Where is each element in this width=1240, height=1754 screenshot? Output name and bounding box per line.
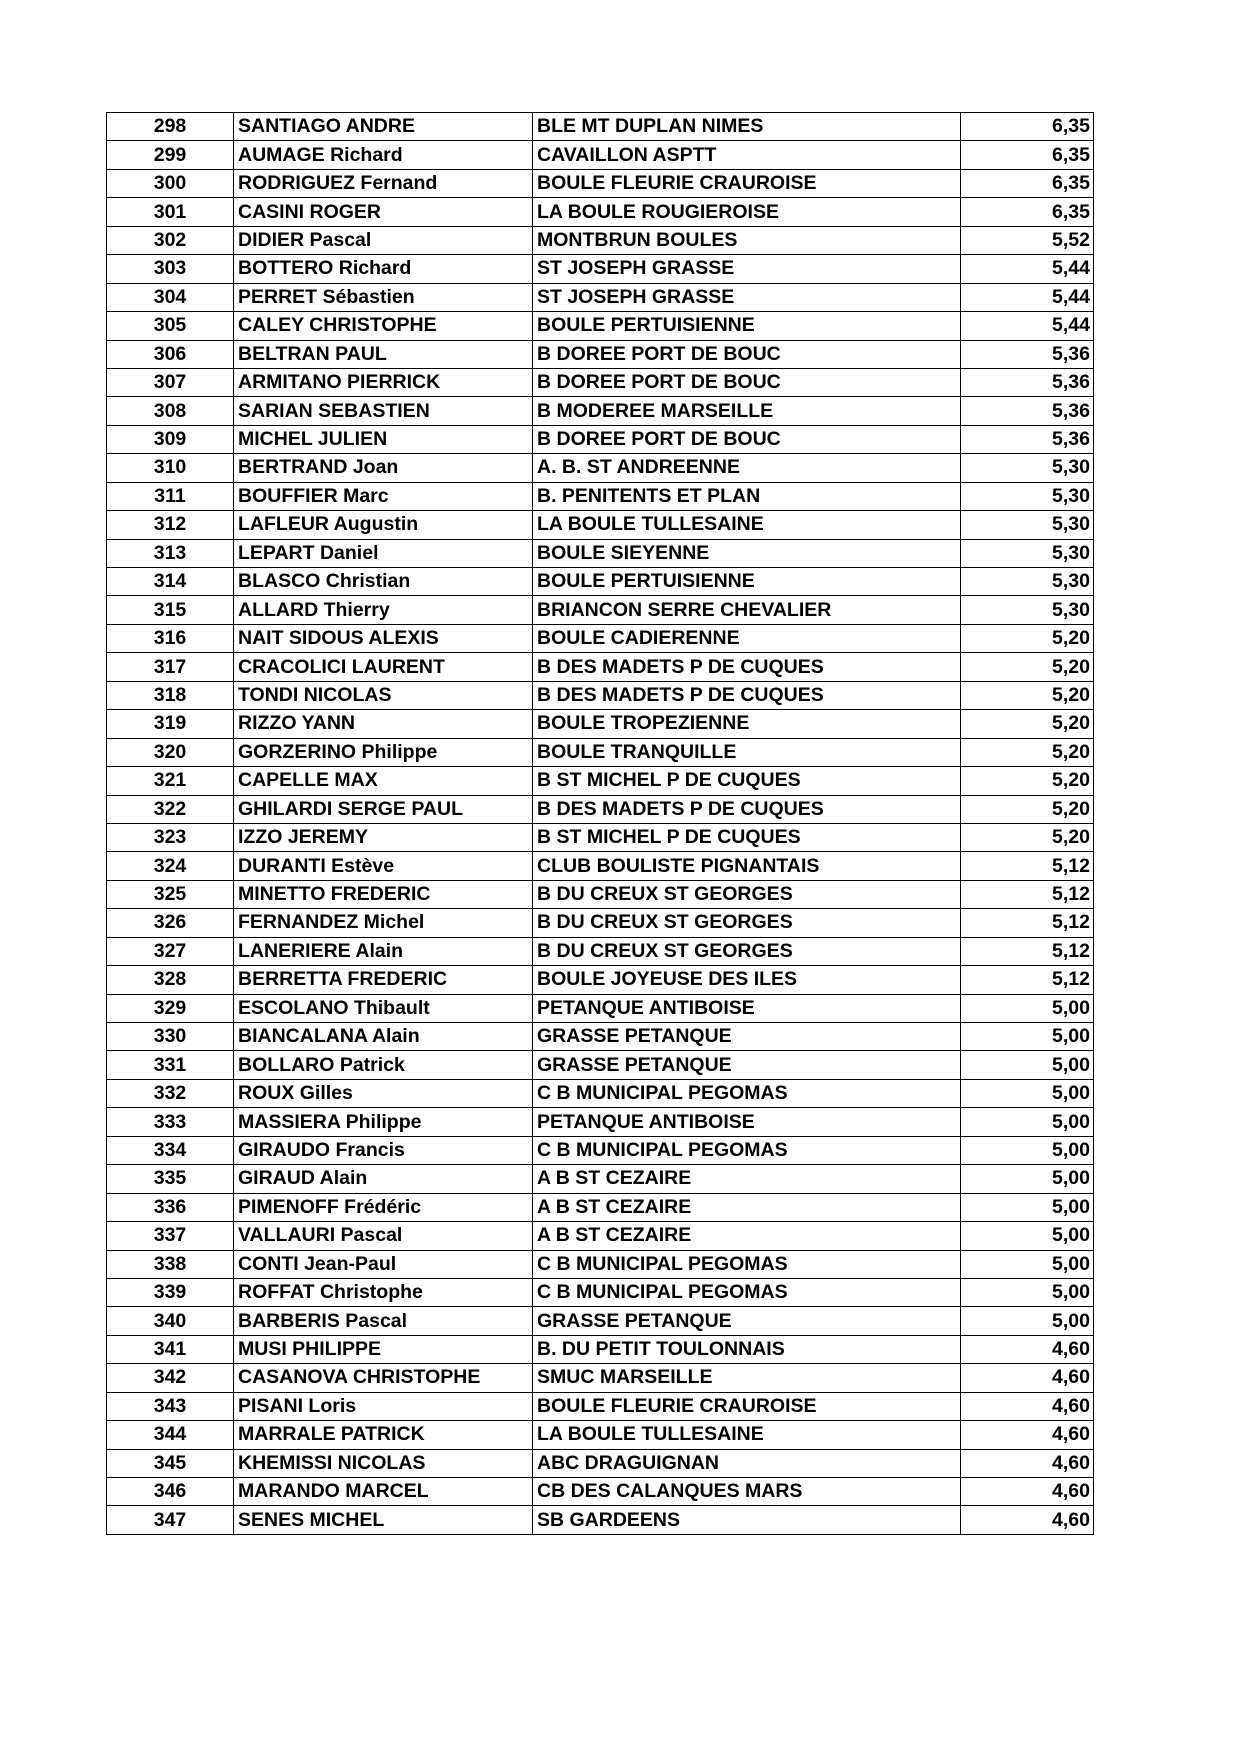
points-cell: 5,20: [961, 738, 1094, 766]
rank-cell: 314: [107, 568, 234, 596]
table-row: [107, 966, 1094, 994]
table-row: [107, 1079, 1094, 1107]
rank-cell: 346: [107, 1478, 234, 1506]
table-row: [107, 283, 1094, 311]
rank-cell: 331: [107, 1051, 234, 1079]
points-cell: 5,36: [961, 425, 1094, 453]
table-row: [107, 539, 1094, 567]
club-cell: B. DU PETIT TOULONNAIS: [533, 1335, 961, 1363]
table-row: [107, 823, 1094, 851]
points-cell: 5,30: [961, 482, 1094, 510]
club-cell: B ST MICHEL P DE CUQUES: [533, 767, 961, 795]
table-row: [107, 937, 1094, 965]
points-cell: 4,60: [961, 1392, 1094, 1420]
player-name-cell: MARRALE PATRICK: [234, 1421, 533, 1449]
rank-cell: 304: [107, 283, 234, 311]
rank-cell: 341: [107, 1335, 234, 1363]
player-name-cell: ALLARD Thierry: [234, 596, 533, 624]
points-cell: 5,30: [961, 568, 1094, 596]
points-cell: 5,44: [961, 283, 1094, 311]
table-row: [107, 1449, 1094, 1477]
points-cell: 5,44: [961, 312, 1094, 340]
table-row: [107, 710, 1094, 738]
club-cell: CAVAILLON ASPTT: [533, 141, 961, 169]
player-name-cell: GIRAUD Alain: [234, 1165, 533, 1193]
club-cell: B DES MADETS P DE CUQUES: [533, 681, 961, 709]
points-cell: 5,12: [961, 966, 1094, 994]
club-cell: A. B. ST ANDREENNE: [533, 454, 961, 482]
table-row: [107, 1108, 1094, 1136]
points-cell: 5,36: [961, 340, 1094, 368]
player-name-cell: BOTTERO Richard: [234, 255, 533, 283]
points-cell: 5,30: [961, 454, 1094, 482]
club-cell: C B MUNICIPAL PEGOMAS: [533, 1136, 961, 1164]
player-name-cell: ESCOLANO Thibault: [234, 994, 533, 1022]
table-row: [107, 198, 1094, 226]
points-cell: 5,20: [961, 681, 1094, 709]
player-name-cell: BELTRAN PAUL: [234, 340, 533, 368]
points-cell: 5,00: [961, 1108, 1094, 1136]
club-cell: C B MUNICIPAL PEGOMAS: [533, 1079, 961, 1107]
rank-cell: 339: [107, 1278, 234, 1306]
table-row: [107, 624, 1094, 652]
club-cell: B DOREE PORT DE BOUC: [533, 425, 961, 453]
club-cell: SMUC MARSEILLE: [533, 1364, 961, 1392]
rank-cell: 329: [107, 994, 234, 1022]
rank-cell: 323: [107, 823, 234, 851]
table-row: [107, 852, 1094, 880]
points-cell: 5,00: [961, 1278, 1094, 1306]
rank-cell: 299: [107, 141, 234, 169]
club-cell: ST JOSEPH GRASSE: [533, 255, 961, 283]
points-cell: 4,60: [961, 1506, 1094, 1534]
table-row: [107, 226, 1094, 254]
club-cell: B ST MICHEL P DE CUQUES: [533, 823, 961, 851]
club-cell: BOULE CADIERENNE: [533, 624, 961, 652]
player-name-cell: MUSI PHILIPPE: [234, 1335, 533, 1363]
points-cell: 5,00: [961, 1250, 1094, 1278]
club-cell: C B MUNICIPAL PEGOMAS: [533, 1250, 961, 1278]
table-row: [107, 1307, 1094, 1335]
club-cell: B DES MADETS P DE CUQUES: [533, 653, 961, 681]
table-row: [107, 482, 1094, 510]
club-cell: BOULE SIEYENNE: [533, 539, 961, 567]
table-row: [107, 1165, 1094, 1193]
player-name-cell: PIMENOFF Frédéric: [234, 1193, 533, 1221]
player-name-cell: IZZO JEREMY: [234, 823, 533, 851]
player-name-cell: RODRIGUEZ Fernand: [234, 169, 533, 197]
rank-cell: 321: [107, 767, 234, 795]
club-cell: PETANQUE ANTIBOISE: [533, 994, 961, 1022]
rank-cell: 344: [107, 1421, 234, 1449]
table-row: [107, 454, 1094, 482]
club-cell: BOULE FLEURIE CRAUROISE: [533, 169, 961, 197]
rank-cell: 298: [107, 113, 234, 141]
table-row: [107, 568, 1094, 596]
table-row: [107, 1136, 1094, 1164]
points-cell: 4,60: [961, 1335, 1094, 1363]
rank-cell: 320: [107, 738, 234, 766]
club-cell: B DES MADETS P DE CUQUES: [533, 795, 961, 823]
club-cell: MONTBRUN BOULES: [533, 226, 961, 254]
points-cell: 5,20: [961, 823, 1094, 851]
points-cell: 5,12: [961, 880, 1094, 908]
rank-cell: 325: [107, 880, 234, 908]
table-row: [107, 340, 1094, 368]
rank-cell: 318: [107, 681, 234, 709]
rank-cell: 310: [107, 454, 234, 482]
player-name-cell: ARMITANO PIERRICK: [234, 368, 533, 396]
club-cell: B DU CREUX ST GEORGES: [533, 880, 961, 908]
club-cell: LA BOULE ROUGIEROISE: [533, 198, 961, 226]
points-cell: 5,20: [961, 795, 1094, 823]
table-row: [107, 596, 1094, 624]
rank-cell: 302: [107, 226, 234, 254]
club-cell: BRIANCON SERRE CHEVALIER: [533, 596, 961, 624]
club-cell: BOULE TRANQUILLE: [533, 738, 961, 766]
table-row: [107, 255, 1094, 283]
table-row: [107, 767, 1094, 795]
rank-cell: 301: [107, 198, 234, 226]
table-row: [107, 909, 1094, 937]
rank-cell: 338: [107, 1250, 234, 1278]
points-cell: 5,20: [961, 624, 1094, 652]
rank-cell: 322: [107, 795, 234, 823]
table-row: [107, 511, 1094, 539]
player-name-cell: ROUX Gilles: [234, 1079, 533, 1107]
points-cell: 5,00: [961, 994, 1094, 1022]
player-name-cell: LAFLEUR Augustin: [234, 511, 533, 539]
points-cell: 5,44: [961, 255, 1094, 283]
table-row: [107, 1421, 1094, 1449]
rank-cell: 332: [107, 1079, 234, 1107]
rank-cell: 336: [107, 1193, 234, 1221]
table-row: [107, 1023, 1094, 1051]
player-name-cell: NAIT SIDOUS ALEXIS: [234, 624, 533, 652]
rank-cell: 340: [107, 1307, 234, 1335]
club-cell: A B ST CEZAIRE: [533, 1222, 961, 1250]
table-row: [107, 368, 1094, 396]
player-name-cell: PISANI Loris: [234, 1392, 533, 1420]
points-cell: 5,52: [961, 226, 1094, 254]
points-cell: 4,60: [961, 1421, 1094, 1449]
points-cell: 6,35: [961, 141, 1094, 169]
points-cell: 5,00: [961, 1193, 1094, 1221]
player-name-cell: BOUFFIER Marc: [234, 482, 533, 510]
player-name-cell: VALLAURI Pascal: [234, 1222, 533, 1250]
club-cell: ABC DRAGUIGNAN: [533, 1449, 961, 1477]
table-row: [107, 312, 1094, 340]
player-name-cell: MARANDO MARCEL: [234, 1478, 533, 1506]
rank-cell: 303: [107, 255, 234, 283]
player-name-cell: AUMAGE Richard: [234, 141, 533, 169]
points-cell: 5,12: [961, 937, 1094, 965]
points-cell: 4,60: [961, 1449, 1094, 1477]
rank-cell: 333: [107, 1108, 234, 1136]
player-name-cell: FERNANDEZ Michel: [234, 909, 533, 937]
rank-cell: 334: [107, 1136, 234, 1164]
table-row: [107, 1364, 1094, 1392]
player-name-cell: CASANOVA CHRISTOPHE: [234, 1364, 533, 1392]
table-row: [107, 141, 1094, 169]
player-name-cell: GIRAUDO Francis: [234, 1136, 533, 1164]
rank-cell: 309: [107, 425, 234, 453]
rank-cell: 315: [107, 596, 234, 624]
club-cell: GRASSE PETANQUE: [533, 1023, 961, 1051]
club-cell: BOULE JOYEUSE DES ILES: [533, 966, 961, 994]
rank-cell: 337: [107, 1222, 234, 1250]
points-cell: 5,30: [961, 596, 1094, 624]
club-cell: PETANQUE ANTIBOISE: [533, 1108, 961, 1136]
player-name-cell: BARBERIS Pascal: [234, 1307, 533, 1335]
player-name-cell: TONDI NICOLAS: [234, 681, 533, 709]
points-cell: 5,36: [961, 397, 1094, 425]
player-name-cell: SENES MICHEL: [234, 1506, 533, 1534]
rank-cell: 312: [107, 511, 234, 539]
rank-cell: 317: [107, 653, 234, 681]
table-row: [107, 994, 1094, 1022]
table-row: [107, 425, 1094, 453]
player-name-cell: MICHEL JULIEN: [234, 425, 533, 453]
club-cell: CB DES CALANQUES MARS: [533, 1478, 961, 1506]
player-name-cell: DURANTI Estève: [234, 852, 533, 880]
club-cell: B DU CREUX ST GEORGES: [533, 937, 961, 965]
club-cell: B. PENITENTS ET PLAN: [533, 482, 961, 510]
rank-cell: 324: [107, 852, 234, 880]
points-cell: 4,60: [961, 1364, 1094, 1392]
club-cell: GRASSE PETANQUE: [533, 1051, 961, 1079]
table-row: [107, 1392, 1094, 1420]
table-row: [107, 880, 1094, 908]
points-cell: 6,35: [961, 169, 1094, 197]
points-cell: 5,20: [961, 653, 1094, 681]
club-cell: BOULE PERTUISIENNE: [533, 568, 961, 596]
table-row: [107, 1278, 1094, 1306]
club-cell: LA BOULE TULLESAINE: [533, 511, 961, 539]
ranking-table: [106, 112, 1094, 1535]
table-row: [107, 397, 1094, 425]
rank-cell: 313: [107, 539, 234, 567]
table-row: [107, 169, 1094, 197]
player-name-cell: LEPART Daniel: [234, 539, 533, 567]
rank-cell: 306: [107, 340, 234, 368]
player-name-cell: SARIAN SEBASTIEN: [234, 397, 533, 425]
club-cell: BOULE PERTUISIENNE: [533, 312, 961, 340]
rank-cell: 328: [107, 966, 234, 994]
table-row: [107, 1335, 1094, 1363]
player-name-cell: ROFFAT Christophe: [234, 1278, 533, 1306]
player-name-cell: CAPELLE MAX: [234, 767, 533, 795]
points-cell: 6,35: [961, 198, 1094, 226]
table-row: [107, 113, 1094, 141]
points-cell: 5,20: [961, 767, 1094, 795]
club-cell: B DOREE PORT DE BOUC: [533, 340, 961, 368]
table-row: [107, 1506, 1094, 1534]
table-row: [107, 1193, 1094, 1221]
table-row: [107, 1250, 1094, 1278]
club-cell: SB GARDEENS: [533, 1506, 961, 1534]
player-name-cell: BIANCALANA Alain: [234, 1023, 533, 1051]
points-cell: 5,12: [961, 909, 1094, 937]
club-cell: A B ST CEZAIRE: [533, 1165, 961, 1193]
points-cell: 5,30: [961, 539, 1094, 567]
club-cell: BLE MT DUPLAN NIMES: [533, 113, 961, 141]
player-name-cell: DIDIER Pascal: [234, 226, 533, 254]
club-cell: ST JOSEPH GRASSE: [533, 283, 961, 311]
points-cell: 5,00: [961, 1023, 1094, 1051]
points-cell: 5,00: [961, 1222, 1094, 1250]
player-name-cell: BOLLARO Patrick: [234, 1051, 533, 1079]
player-name-cell: CRACOLICI LAURENT: [234, 653, 533, 681]
points-cell: 5,12: [961, 852, 1094, 880]
player-name-cell: RIZZO YANN: [234, 710, 533, 738]
player-name-cell: LANERIERE Alain: [234, 937, 533, 965]
rank-cell: 305: [107, 312, 234, 340]
rank-cell: 326: [107, 909, 234, 937]
rank-cell: 316: [107, 624, 234, 652]
ranking-table-body: [107, 113, 1094, 1535]
club-cell: BOULE FLEURIE CRAUROISE: [533, 1392, 961, 1420]
table-row: [107, 1478, 1094, 1506]
rank-cell: 342: [107, 1364, 234, 1392]
player-name-cell: PERRET Sébastien: [234, 283, 533, 311]
player-name-cell: KHEMISSI NICOLAS: [234, 1449, 533, 1477]
player-name-cell: GORZERINO Philippe: [234, 738, 533, 766]
player-name-cell: BERRETTA FREDERIC: [234, 966, 533, 994]
rank-cell: 308: [107, 397, 234, 425]
points-cell: 5,00: [961, 1165, 1094, 1193]
points-cell: 4,60: [961, 1478, 1094, 1506]
rank-cell: 327: [107, 937, 234, 965]
player-name-cell: GHILARDI SERGE PAUL: [234, 795, 533, 823]
player-name-cell: SANTIAGO ANDRE: [234, 113, 533, 141]
player-name-cell: CALEY CHRISTOPHE: [234, 312, 533, 340]
table-row: [107, 681, 1094, 709]
rank-cell: 343: [107, 1392, 234, 1420]
points-cell: 5,00: [961, 1051, 1094, 1079]
table-row: [107, 795, 1094, 823]
rank-cell: 330: [107, 1023, 234, 1051]
points-cell: 5,30: [961, 511, 1094, 539]
club-cell: C B MUNICIPAL PEGOMAS: [533, 1278, 961, 1306]
player-name-cell: BERTRAND Joan: [234, 454, 533, 482]
club-cell: A B ST CEZAIRE: [533, 1193, 961, 1221]
club-cell: BOULE TROPEZIENNE: [533, 710, 961, 738]
table-row: [107, 1222, 1094, 1250]
rank-cell: 345: [107, 1449, 234, 1477]
points-cell: 5,00: [961, 1136, 1094, 1164]
club-cell: B MODEREE MARSEILLE: [533, 397, 961, 425]
rank-cell: 319: [107, 710, 234, 738]
club-cell: B DU CREUX ST GEORGES: [533, 909, 961, 937]
rank-cell: 347: [107, 1506, 234, 1534]
player-name-cell: MASSIERA Philippe: [234, 1108, 533, 1136]
points-cell: 5,36: [961, 368, 1094, 396]
club-cell: LA BOULE TULLESAINE: [533, 1421, 961, 1449]
table-row: [107, 738, 1094, 766]
club-cell: B DOREE PORT DE BOUC: [533, 368, 961, 396]
rank-cell: 300: [107, 169, 234, 197]
points-cell: 6,35: [961, 113, 1094, 141]
player-name-cell: MINETTO FREDERIC: [234, 880, 533, 908]
table-row: [107, 653, 1094, 681]
points-cell: 5,20: [961, 710, 1094, 738]
club-cell: CLUB BOULISTE PIGNANTAIS: [533, 852, 961, 880]
rank-cell: 311: [107, 482, 234, 510]
points-cell: 5,00: [961, 1079, 1094, 1107]
player-name-cell: BLASCO Christian: [234, 568, 533, 596]
rank-cell: 335: [107, 1165, 234, 1193]
table-row: [107, 1051, 1094, 1079]
player-name-cell: CONTI Jean-Paul: [234, 1250, 533, 1278]
points-cell: 5,00: [961, 1307, 1094, 1335]
player-name-cell: CASINI ROGER: [234, 198, 533, 226]
rank-cell: 307: [107, 368, 234, 396]
club-cell: GRASSE PETANQUE: [533, 1307, 961, 1335]
